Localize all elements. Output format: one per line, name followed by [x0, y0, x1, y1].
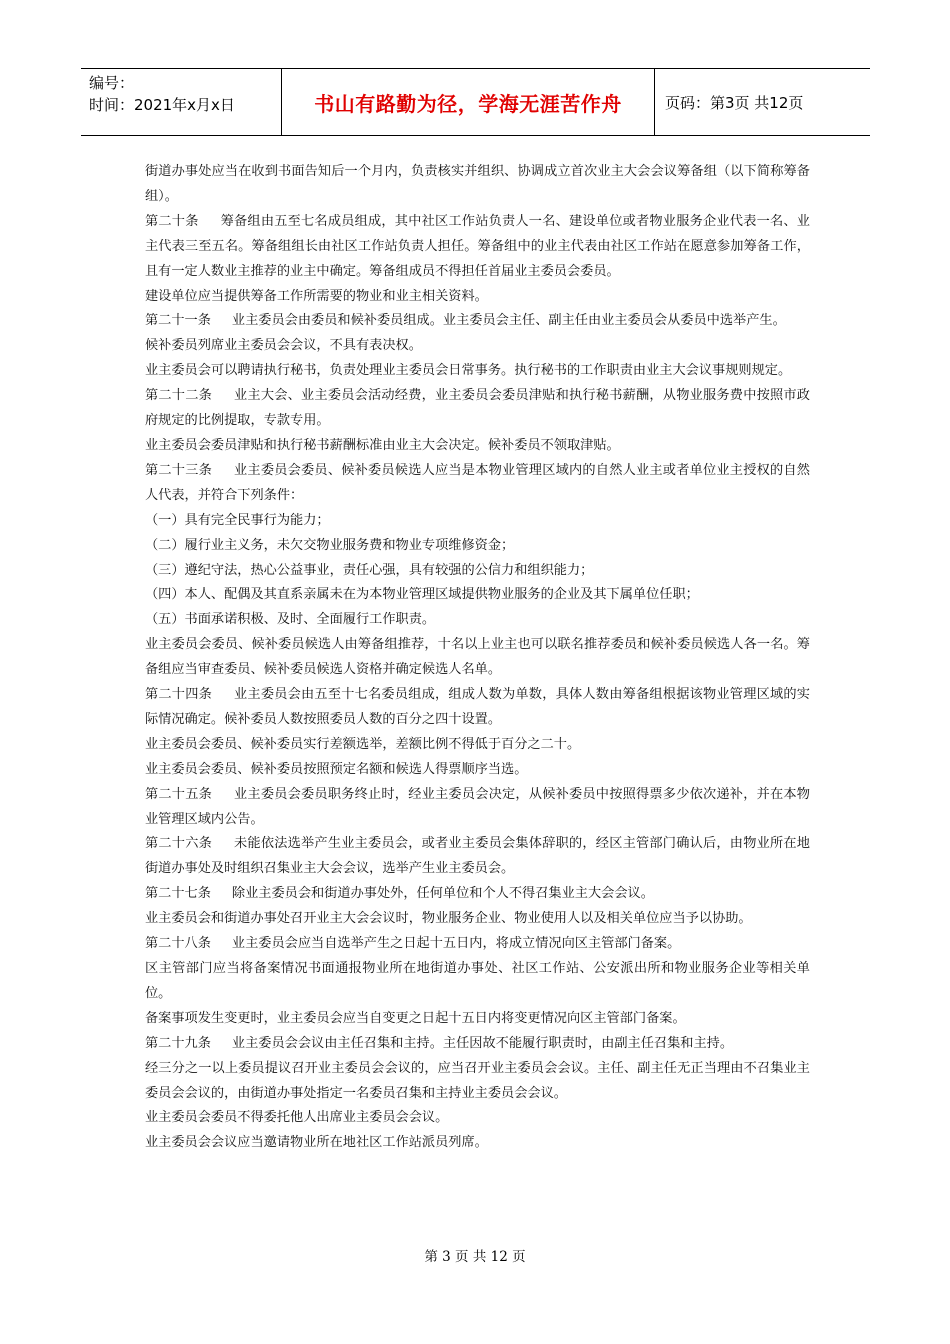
- paragraph: 备案事项发生变更时，业主委员会应当自变更之日起十五日内将变更情况向区主管部门备案。: [145, 1010, 686, 1026]
- paragraph: 业主委员会和街道办事处召开业主大会会议时，物业服务企业、物业使用人以及相关单位应当予以协助。: [145, 911, 752, 927]
- paragraph: 建设单位应当提供筹备工作所需要的物业和业主相关资料。: [145, 288, 488, 304]
- document-number-label: 编号：: [89, 74, 135, 92]
- document-body: [145, 160, 810, 1156]
- page-footer: 第 3 页 共 12 页: [424, 1249, 526, 1265]
- list-item: （五）书面承诺积极、及时、全面履行工作职责。: [145, 612, 436, 628]
- header-motto: 书山有路勤为径，学海无涯苦作舟: [281, 69, 655, 135]
- paragraph: 第二十七条 除业主委员会和街道办事处外，任何单位和个人不得召集业主大会会议。: [145, 886, 654, 902]
- paragraph: 第二十五条 业主委员会委员职务终止时，经业主委员会决定，从候补委员中按照得票多少依次递补，并在本物业管理区域内公告。: [145, 786, 810, 827]
- paragraph: 第二十四条 业主委员会由五至十七名委员组成，组成人数为单数，具体人数由筹备组根据该物业管理区域的实际情况确定。候补委员人数按照委员人数的百分之四十设置。: [145, 687, 810, 727]
- paragraph: 第二十三条 业主委员会委员、候补委员候选人应当是本物业管理区域内的自然人业主或者单位业主授权的自然人代表，并符合下列条件：: [145, 462, 810, 503]
- header-info: [81, 69, 281, 135]
- list-item: （一）具有完全民事行为能力；: [145, 512, 330, 528]
- list-item: （三）遵纪守法，热心公益事业，责任心强，具有较强的公信力和组织能力；: [145, 562, 594, 578]
- paragraph: 业主委员会可以聘请执行秘书，负责处理业主委员会日常事务。执行秘书的工作职责由业主大会议事规则规定。: [145, 363, 792, 379]
- page-header: [81, 68, 870, 136]
- paragraph: 业主委员会会议应当邀请物业所在地社区工作站派员列席。: [145, 1135, 488, 1151]
- paragraph: 第二十六条 未能依法选举产生业主委员会，或者业主委员会集体辞职的，经区主管部门确认后，由物业所在地街道办事处及时组织召集业主大会会议，选举产生业主委员会。: [145, 836, 810, 877]
- paragraph: 经三分之一以上委员提议召开业主委员会会议的，应当召开业主委员会会议。主任、副主任无正当理由不召集业主委员会会议的，由街道办事处指定一名委员召集和主持业主委员会会议。: [145, 1060, 810, 1101]
- paragraph: 业主委员会委员、候补委员按照预定名额和候选人得票顺序当选。: [145, 761, 528, 777]
- paragraph: 业主委员会委员津贴和执行秘书薪酬标准由业主大会决定。候补委员不领取津贴。: [145, 437, 620, 453]
- paragraph: 第二十九条 业主委员会会议由主任召集和主持。主任因故不能履行职责时，由副主任召集和主持。: [145, 1035, 734, 1051]
- paragraph: 业主委员会委员不得委托他人出席业主委员会会议。: [145, 1110, 449, 1126]
- list-item: （四）本人、配偶及其直系亲属未在为本物业管理区域提供物业服务的企业及其下属单位任职；: [145, 587, 699, 603]
- paragraph: 第二十二条 业主大会、业主委员会活动经费，业主委员会委员津贴和执行秘书薪酬，从物业服务费中按照市政府规定的比例提取，专款专用。: [145, 388, 810, 429]
- paragraph: 第二十一条 业主委员会由委员和候补委员组成。业主委员会主任、副主任由业主委员会从委员中选举产生。: [145, 313, 786, 329]
- paragraph: 业主委员会委员、候补委员实行差额选举，差额比例不得低于百分之二十。: [145, 736, 581, 752]
- document-date-label: 时间：2021年x月x日: [89, 96, 235, 114]
- header-page-number: 页码：第3页 共12页: [665, 93, 804, 112]
- paragraph: 街道办事处应当在收到书面告知后一个月内，负责核实并组织、协调成立首次业主大会会议筹备组（以下简称筹备组）。: [145, 164, 810, 204]
- paragraph: 业主委员会委员、候补委员候选人由筹备组推荐，十名以上业主也可以联名推荐委员和候补委员候选人各一名。筹备组应当审查委员、候补委员候选人资格并确定候选人名单。: [145, 637, 810, 678]
- paragraph: 区主管部门应当将备案情况书面通报物业所在地街道办事处、社区工作站、公安派出所和物业服务企业等相关单位。: [145, 961, 810, 1001]
- list-item: （二）履行业主义务，未欠交物业服务费和物业专项维修资金；: [145, 537, 515, 553]
- paragraph: 候补委员列席业主委员会会议，不具有表决权。: [145, 338, 422, 354]
- paragraph: 第二十条 筹备组由五至七名成员组成，其中社区工作站负责人一名、建设单位或者物业服务企业代表一名、业主代表三至五名。筹备组组长由社区工作站负责人担任。筹备组中的业主代表由社区工作站在愿意参加筹备工作，且有一定人数业主推荐的业主中确定。筹备组成员不得担任首届业主委员会委员。: [145, 213, 810, 279]
- paragraph: 第二十八条 业主委员会应当自选举产生之日起十五日内，将成立情况向区主管部门备案。: [145, 936, 681, 952]
